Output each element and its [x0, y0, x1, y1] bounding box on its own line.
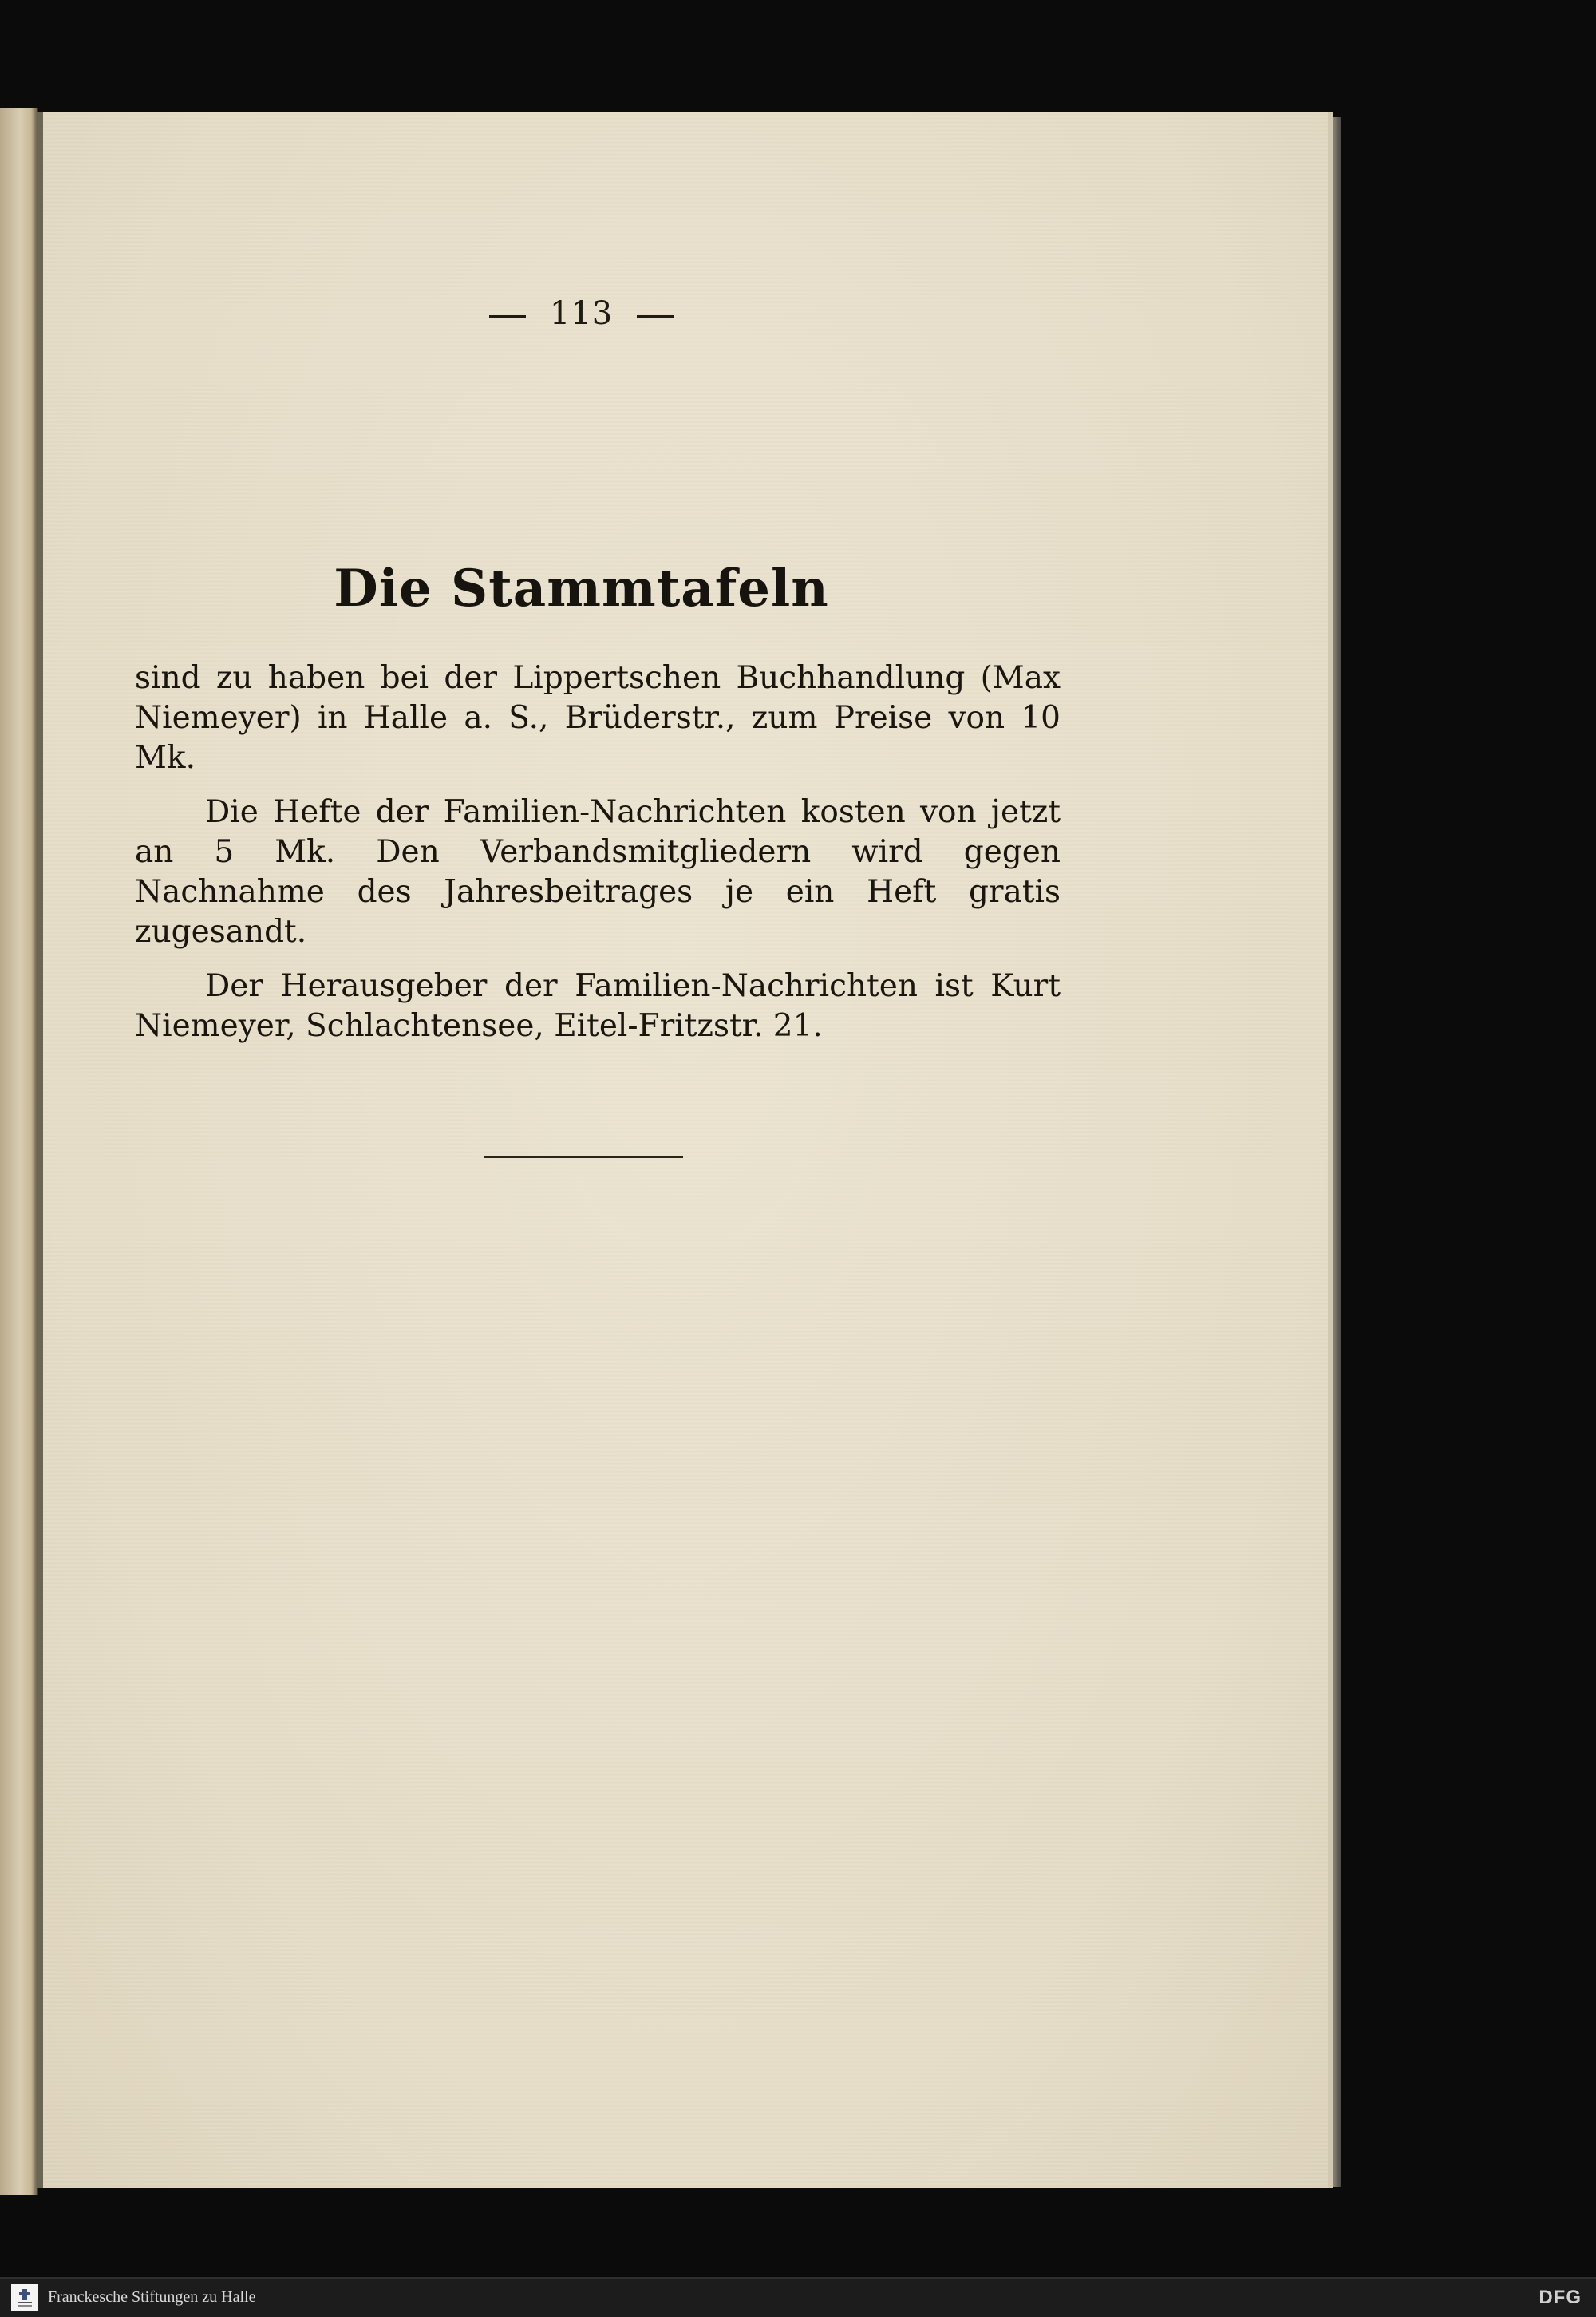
facing-page-edge — [0, 108, 38, 2195]
dfg-logo[interactable]: DFG — [1539, 2287, 1582, 2308]
section-heading: Die Stammtafeln — [334, 559, 829, 619]
franckesche-stiftungen-logo-icon[interactable] — [11, 2284, 38, 2311]
institution-name[interactable]: Franckesche Stiftungen zu Halle — [48, 2288, 256, 2306]
scanned-page — [37, 112, 1333, 2188]
paragraph-3: Der Herausgeber der Familien-Nachrichten ist Kurt Niemeyer, Schlachtensee, Eitel-Fritzstr. 21. — [135, 968, 1061, 1044]
paragraph-1: sind zu haben bei der Lippertschen Buchhandlung (Max Niemeyer) in Halle a. S., Brüderstr., zum Preise von 10 Mk. — [135, 660, 1061, 776]
closing-rule — [484, 1156, 683, 1158]
page-number: 113 — [549, 295, 614, 332]
dash-left — [489, 315, 526, 318]
dash-right — [637, 315, 674, 318]
body-text — [135, 658, 1061, 1061]
page-number-line — [37, 295, 1126, 332]
viewer-footer — [0, 2277, 1596, 2317]
page-edge-shadow — [1333, 117, 1341, 2187]
paragraph-2: Die Hefte der Familien-Nachrichten kosten von jetzt an 5 Mk. Den Verbandsmitgliedern wird gegen Nachnahme des Jahresbeitrages je ein Heft gratis zugesandt. — [135, 794, 1061, 950]
